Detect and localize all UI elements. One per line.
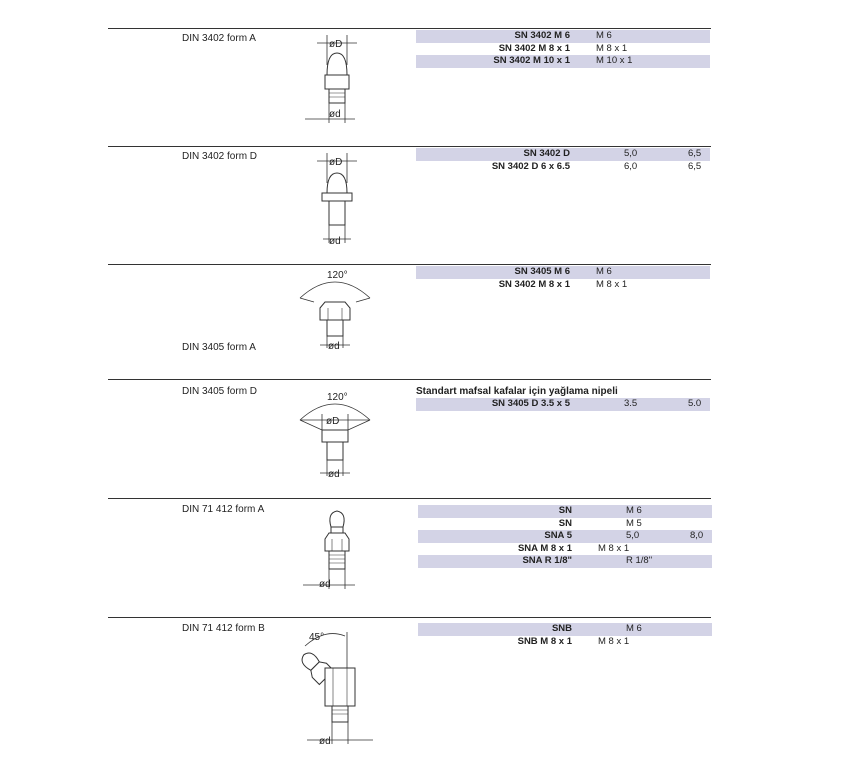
dim-value-2: 6,5 (688, 160, 702, 172)
dim-top-label: øD (329, 39, 343, 50)
nipple-drawing-din3405-d (290, 384, 390, 479)
table-row (416, 30, 710, 43)
table-row (418, 555, 712, 568)
dim-value-1: 5,0 (624, 148, 638, 159)
thread-size: M 8 x 1 (598, 635, 630, 647)
part-code: SNB (551, 623, 572, 634)
dim-bottom-label: ød (319, 579, 331, 590)
section-divider (108, 264, 711, 265)
part-code: SN 3402 M 6 (514, 30, 570, 41)
part-code: SN 3405 M 6 (514, 266, 570, 277)
thread-size: M 6 (596, 266, 612, 277)
section-label: DIN 3405 form D (182, 386, 258, 397)
table-row (418, 623, 712, 636)
angle-label: 120° (327, 270, 348, 281)
thread-size: R 1/8" (626, 555, 653, 566)
part-code: SN 3402 M 8 x 1 (498, 278, 570, 290)
table-row (416, 266, 710, 279)
section-note: Standart mafsal kafalar için yağlama nipeli (416, 386, 618, 397)
part-table (416, 148, 710, 173)
thread-size: M 6 (626, 505, 642, 516)
thread-size: M 6 (626, 623, 642, 634)
part-code: SN 3402 M 10 x 1 (493, 55, 570, 66)
part-code: SN 3405 D 3.5 x 5 (491, 398, 570, 409)
angle-label: 45° (309, 632, 325, 643)
dim-bottom-label: ød (329, 236, 341, 247)
thread-size: M 8 x 1 (598, 542, 630, 554)
part-table (416, 266, 710, 291)
nipple-drawing-din3402-d (305, 153, 365, 247)
nipple-drawing-din3405-a (290, 268, 390, 353)
table-row (418, 543, 712, 556)
part-table (418, 623, 712, 648)
thread-size: M 8 x 1 (596, 278, 628, 290)
part-code: SN 3402 D 6 x 6.5 (491, 160, 570, 172)
table-row (418, 505, 712, 518)
part-code: SN (558, 517, 572, 529)
table-row (416, 161, 710, 174)
dim-value-2: 8,0 (690, 530, 704, 541)
section-label: DIN 71 412 form B (182, 623, 265, 634)
dim-value-1: 3.5 (624, 398, 638, 409)
angle-label: 120° (327, 392, 348, 403)
part-code: SNB M 8 x 1 (517, 635, 572, 647)
dim-bottom-label: ød (319, 736, 331, 747)
dim-value-1: 6,0 (624, 160, 638, 172)
thread-size: M 6 (596, 30, 612, 41)
dim-bottom-label: ød (328, 469, 340, 480)
table-row (416, 55, 710, 68)
nipple-drawing-din71412-a (305, 505, 375, 595)
section-label: DIN 3402 form A (182, 33, 256, 44)
dim-value-2: 6,5 (688, 148, 702, 159)
thread-size: M 8 x 1 (596, 42, 628, 54)
table-row (418, 636, 712, 649)
table-row (416, 43, 710, 56)
part-table (416, 398, 710, 411)
thread-size: M 10 x 1 (596, 55, 633, 66)
part-code: SNA 5 (544, 530, 572, 541)
nipple-drawing-din3402-a (305, 35, 365, 125)
section-divider (108, 379, 711, 380)
dim-bottom-label: ød (328, 341, 340, 352)
part-code: SNA M 8 x 1 (517, 542, 572, 554)
dim-value-1: 5,0 (626, 530, 640, 541)
section-label: DIN 71 412 form A (182, 504, 265, 515)
dim-bottom-label: ød (329, 109, 341, 120)
part-code: SN 3402 M 8 x 1 (498, 42, 570, 54)
thread-size: M 5 (626, 517, 642, 529)
dim-value-2: 5.0 (688, 398, 702, 409)
section-divider (108, 617, 711, 618)
part-table (416, 30, 710, 68)
section-label: DIN 3402 form D (182, 151, 258, 162)
section-label: DIN 3405 form A (182, 342, 256, 353)
table-row (418, 518, 712, 531)
section-divider (108, 28, 711, 29)
part-code: SN 3402 D (523, 148, 570, 159)
dim-top-label: øD (326, 416, 340, 427)
table-row (418, 530, 712, 543)
dim-top-label: øD (329, 157, 343, 168)
part-code: SNA R 1/8" (522, 555, 572, 566)
section-divider (108, 498, 711, 499)
nipple-drawing-din71412-b (285, 622, 375, 747)
part-table (418, 505, 712, 568)
table-row (416, 279, 710, 292)
table-row (416, 398, 710, 411)
section-divider (108, 146, 711, 147)
table-row (416, 148, 710, 161)
part-code: SN (558, 505, 572, 516)
